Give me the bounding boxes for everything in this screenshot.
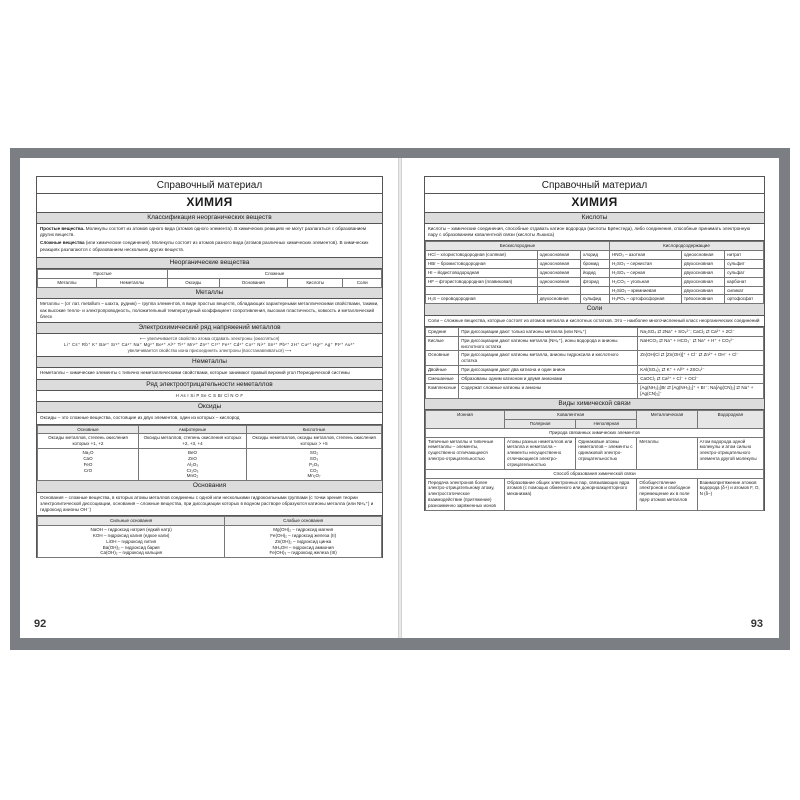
nonmetals-text: Неметаллы – химические элементы с типично неметаллическими свойствами, которые занимают правый верхний угол Периодической системы [36, 368, 383, 379]
oxides-heading: Оксиды [36, 402, 383, 413]
bases-text: Основания – сложные вещества, в которых атомы металлов соединены с одной или несколькими гидроксильными группами (с точки зрения теории электролитической диссоциации, основания – сложные вещества, при диссоциации которых в водном растворе образуются катионы металла (или NH₄⁺) и гидроксид анионы OH⁻) [36, 493, 383, 517]
left-page-content [36, 176, 383, 558]
acid-cell: одноосновная [537, 251, 580, 260]
acids-table [424, 241, 765, 304]
right-title: ХИМИЯ [424, 194, 765, 213]
acid-cell: бромид [580, 260, 609, 269]
right-header: Справочный материал [424, 176, 765, 194]
inorganic-table [36, 269, 383, 288]
salt-type: Двойные [426, 366, 459, 375]
acid-cell: ортофосфат [725, 295, 764, 304]
oxide-col-head: Кислотные [247, 425, 382, 434]
page-number-left: 92 [34, 618, 47, 630]
classification-heading: Классификация неорганических веществ [36, 213, 383, 224]
acid-cell: одноосновная [681, 251, 724, 260]
left-header: Справочный материал [36, 176, 383, 194]
method-cell: Передача электронов более электро-отрицательному атому, электростатическое взаимодействие (притяжение) разноименно заряженных ионов [426, 478, 505, 510]
salt-type: Кислые [426, 336, 459, 351]
bond-subtype: Неполярная [576, 419, 637, 428]
series-box [36, 334, 383, 357]
nature-cell: Одинаковые атомы неметаллов – элементы с одинаковой электро-отрицательностью [576, 437, 637, 469]
simple-col: Простые [38, 270, 168, 279]
acid-cell: сульфат [725, 268, 764, 277]
right-page-content [424, 176, 765, 511]
oxy-head: Кислородсодержащие [609, 242, 763, 251]
nonmetals-heading: Неметаллы [36, 357, 383, 368]
salt-example: NaHCO₃ ⇄ Na⁺ + HCO₃⁻ ⇄ Na⁺ + H⁺ + CO₃²⁻ [638, 336, 764, 351]
method-head: Способ образования химической связи [426, 469, 764, 478]
metals-text: Металлы – (от лат. metallum – шахта, рудник) – группа элементов, в виде простых веществ, обладающих характерными металлическими свойствами, такими, как высокие тепло- и электропроводность, положительный температурный коэффициент сопротивления, высокая пластичность, ковкость и металлический блеск [36, 299, 383, 323]
salt-row [426, 375, 764, 384]
acid-cell: H₂SO₄ – серная [609, 268, 681, 277]
nature-cell: Металлы [637, 437, 697, 469]
salt-example: CaOCl₂ ⇄ Ca²⁺ + Cl⁻ + OCl⁻ [638, 375, 764, 384]
oxides-text: Оксиды – это сложные вещества, состоящие из двух элементов, один из которых – кислород [36, 413, 383, 424]
acid-row [426, 277, 764, 286]
left-title: ХИМИЯ [36, 194, 383, 213]
class-cell: Металлы [38, 279, 97, 288]
salt-row [426, 336, 764, 351]
bond-type: Ковалентная [505, 410, 637, 419]
nature-cell: Атом водорода одной молекулы и атом сильно электро-отрицательного элемента другой молекулы [697, 437, 763, 469]
acid-row [426, 286, 764, 295]
acids-text: Кислоты – химические соединения, способные отдавать катион водорода (кислоты Брёнстеда), либо соединения, способные принимать электронную пару с образованием ковалентной связи (кислоты Льюиса) [424, 224, 765, 241]
method-cell: Обобществление электронов и свободное перемещение их в поле ядер атомов металлов [637, 478, 697, 510]
bond-type: Водородная [697, 410, 763, 428]
strong-bases-head: Сильные основания [38, 517, 225, 526]
acid-cell: HF – фтористоводородная (плавиковая) [426, 277, 538, 286]
nature-cell: Типичные металлы и типичные неметаллы – элементы, существенно отличающиеся электро-отрицательностью [426, 437, 505, 469]
class-cell: Оксиды [168, 279, 220, 288]
salt-desc: При диссоциации дают два катиона и один анион [459, 366, 638, 375]
acid-cell: одноосновная [537, 277, 580, 286]
nature-head: Природа связанных химических элементов [426, 428, 764, 437]
class-cell: Основания [219, 279, 287, 288]
anoxic-head: Бескислородные [426, 242, 610, 251]
simple-term: Простые вещества. [40, 226, 85, 232]
salt-type: Основные [426, 351, 459, 366]
acid-cell: HCl – хлористоводородная (соляная) [426, 251, 538, 260]
acid-cell: H₂SiO₃ – кремниевая [609, 286, 681, 295]
acid-cell: одноосновная [537, 260, 580, 269]
acid-cell: фторид [580, 277, 609, 286]
acid-cell: трёхосновная [681, 295, 724, 304]
acid-cell: хлорид [580, 251, 609, 260]
salts-heading: Соли [424, 304, 765, 315]
series-heading: Электрохимический ряд напряжений металлов [36, 323, 383, 334]
salts-text: Соли – сложные вещества, которые состоят из атомов металла и кислотных остатков. Это – наиболее многочисленный класс неорганических соединений [424, 316, 765, 327]
salt-desc: Содержат сложные катионы и анионы [459, 383, 638, 398]
simple-text: Молекулы состоят из атомов одного вида (атомов одного элемента). В химических реакциях не могут разлагаться с образованием других веществ. [40, 226, 367, 238]
left-page [20, 158, 398, 638]
class-cell: Кислоты [287, 279, 342, 288]
oxide-desc: Оксиды металлов, степень окисления которых +2, +3, +4 [138, 434, 246, 449]
acid-cell [580, 286, 609, 295]
acid-cell: HNO₃ – азотная [609, 251, 681, 260]
acid-row [426, 268, 764, 277]
method-cell: Взаимопритяжение атомов водорода (δ+) и атомов F, O, N (δ–) [697, 478, 763, 510]
acid-row [426, 251, 764, 260]
series-bottom: увеличивается свойство иона присоединять электроны (восстанавливаться) ⟶ [127, 348, 292, 354]
metal-series: Li⁺ Cs⁺ Rb⁺ K⁺ Ba²⁺ Sr²⁺ Ca²⁺ Na⁺ Mg²⁺ Be²⁺ Al³⁺ Ti²⁺ Mn²⁺ Zn²⁺ Cr³⁺ Fe²⁺ Cd²⁺ Co²⁺ Ni²⁺ Sn²⁺ Pb²⁺ 2H⁺ Cu²⁺ Hg²⁺ Ag⁺ Pt²⁺ Au³⁺ [64, 342, 355, 348]
salt-example: [Ag(NH₃)₂]Br ⇄ [Ag(NH₃)₂]⁺ + Br⁻; Na[Ag(CN)₂] ⇄ Na⁺ + [Ag(CN)₂]⁻ [638, 383, 764, 398]
salt-desc: При диссоциации дают катионы металла (NH₄⁺), ионы водорода и анионы кислотного остатка [459, 336, 638, 351]
salt-desc: При диссоциации дают только катионы металла (или NH₄⁺) [459, 327, 638, 336]
acid-cell: силикат [725, 286, 764, 295]
complex-col: Сложные [168, 270, 382, 279]
salt-example: Zn(OH)Cl ⇄ [Zn(OH)]⁺ + Cl⁻ ⇄ Zn²⁺ + OH⁻ + Cl⁻ [638, 351, 764, 366]
class-cell: Неметаллы [96, 279, 167, 288]
acid-cell: нитрат [725, 251, 764, 260]
bond-type: Ионная [426, 410, 505, 428]
bases-table [36, 516, 383, 558]
salt-row [426, 351, 764, 366]
salt-desc: Образованы одним катионом и двумя анионами [459, 375, 638, 384]
en-series: H As I Si P Se C S Br Cl N O F [36, 391, 383, 402]
series-top: ⟵ увеличивается свойство атома отдавать электроны (окисляться) [139, 336, 280, 342]
salt-row [426, 383, 764, 398]
complex-text: (или химические соединения). Молекулы состоят из атомов разного вида (атомов различных химических элементов). В химических реакциях разлагаются с образованием нескольких других веществ. [40, 240, 369, 252]
bond-type: Металлическая [637, 410, 697, 428]
acid-cell: двухосновная [681, 277, 724, 286]
strong-bases-list: NaOH – гидроксид натрия (едкий натр) KOH – гидроксид калия (едкое кали) LiOH – гидроксид лития Ba(OH)₂ – гидроксид бария Ca(OH)₂ – гидроксид кальция [38, 526, 225, 558]
metals-heading: Металлы [36, 288, 383, 299]
acid-cell: сульфид [580, 295, 609, 304]
acid-row [426, 295, 764, 304]
acid-cell [426, 286, 538, 295]
acid-cell: H₂SO₃ – сернистая [609, 260, 681, 269]
acid-cell: двухосновная [681, 268, 724, 277]
acid-cell: карбонат [725, 277, 764, 286]
weak-bases-head: Слабые основания [225, 517, 382, 526]
oxide-desc: Оксиды неметаллов, оксиды металлов, степень окисления которых > +5 [247, 434, 382, 449]
salt-type: Смешанные [426, 375, 459, 384]
complex-term: Сложные вещества [40, 240, 85, 246]
class-cell: Соли [343, 279, 382, 288]
page-number-right: 93 [750, 618, 763, 630]
salt-type: Комплексные [426, 383, 459, 398]
acid-cell: йодид [580, 268, 609, 277]
salt-example: KAl(SO₄)₂ ⇄ K⁺ + Al³⁺ + 2SO₄²⁻ [638, 366, 764, 375]
oxide-list: Na₂O CaO FeO CrO [38, 449, 139, 481]
nature-cell: Атомы разных неметаллов или металла и неметалла – элементы несущественно отличающиеся электро-отрицательностью [505, 437, 576, 469]
bases-heading: Основания [36, 481, 383, 492]
salt-row [426, 327, 764, 336]
acid-cell: двухосновная [537, 295, 580, 304]
salt-example: Na₂SO₄ ⇄ 2Na⁺ + SO₄²⁻; CaCl₂ ⇄ Ca²⁺ + 2Cl⁻ [638, 327, 764, 336]
bond-subtype: Полярная [505, 419, 576, 428]
acid-cell: HI – йодистоводородная [426, 268, 538, 277]
acid-cell: HBr – бромистоводородная [426, 260, 538, 269]
salt-row [426, 366, 764, 375]
method-cell: Образование общих электронных пар, связывающих ядра атомов (с помощью обменного или донорноакцепторного механизма) [505, 478, 637, 510]
acid-cell: H₃PO₄ – ортофосфорная [609, 295, 681, 304]
oxides-table [36, 425, 383, 482]
salts-table [424, 327, 765, 399]
acid-cell: двухосновная [681, 260, 724, 269]
oxide-list: SO₂ SO₃ P₂O₅ CO₂ Mn₂O₇ [247, 449, 382, 481]
acid-cell: H₂S – сероводородная [426, 295, 538, 304]
acids-heading: Кислоты [424, 213, 765, 224]
oxide-desc: Оксиды металлов, степень окисления которых +1, +2 [38, 434, 139, 449]
salt-type: Средние [426, 327, 459, 336]
bonds-heading: Виды химической связи [424, 399, 765, 410]
acid-cell: H₂CO₃ – угольная [609, 277, 681, 286]
inorganic-heading: Неорганические вещества [36, 258, 383, 269]
acid-cell: сульфит [725, 260, 764, 269]
acid-cell: двухосновная [681, 286, 724, 295]
oxide-list: BeO ZnO Al₂O₃ Cr₂O₃ MnO₂ [138, 449, 246, 481]
bonds-table [424, 410, 765, 511]
oxide-col-head: Амфотерные [138, 425, 246, 434]
acid-row [426, 260, 764, 269]
oxide-col-head: Основные [38, 425, 139, 434]
acid-cell: одноосновная [537, 268, 580, 277]
right-page [402, 158, 779, 638]
en-heading: Ряд электроотрицательности неметаллов [36, 380, 383, 391]
weak-bases-list: Mg(OH)₂ – гидроксид магния Fe(OH)₂ – гидроксид железа (II) Zn(OH)₂ – гидроксид цинка NH₄OH – гидроксид аммония Fe(OH)₃ – гидроксид железа (III) [225, 526, 382, 558]
acid-cell [537, 286, 580, 295]
classification-text [36, 224, 383, 258]
salt-desc: При диссоциации дают катионы металла, анионы гидроксила и кислотного остатка [459, 351, 638, 366]
